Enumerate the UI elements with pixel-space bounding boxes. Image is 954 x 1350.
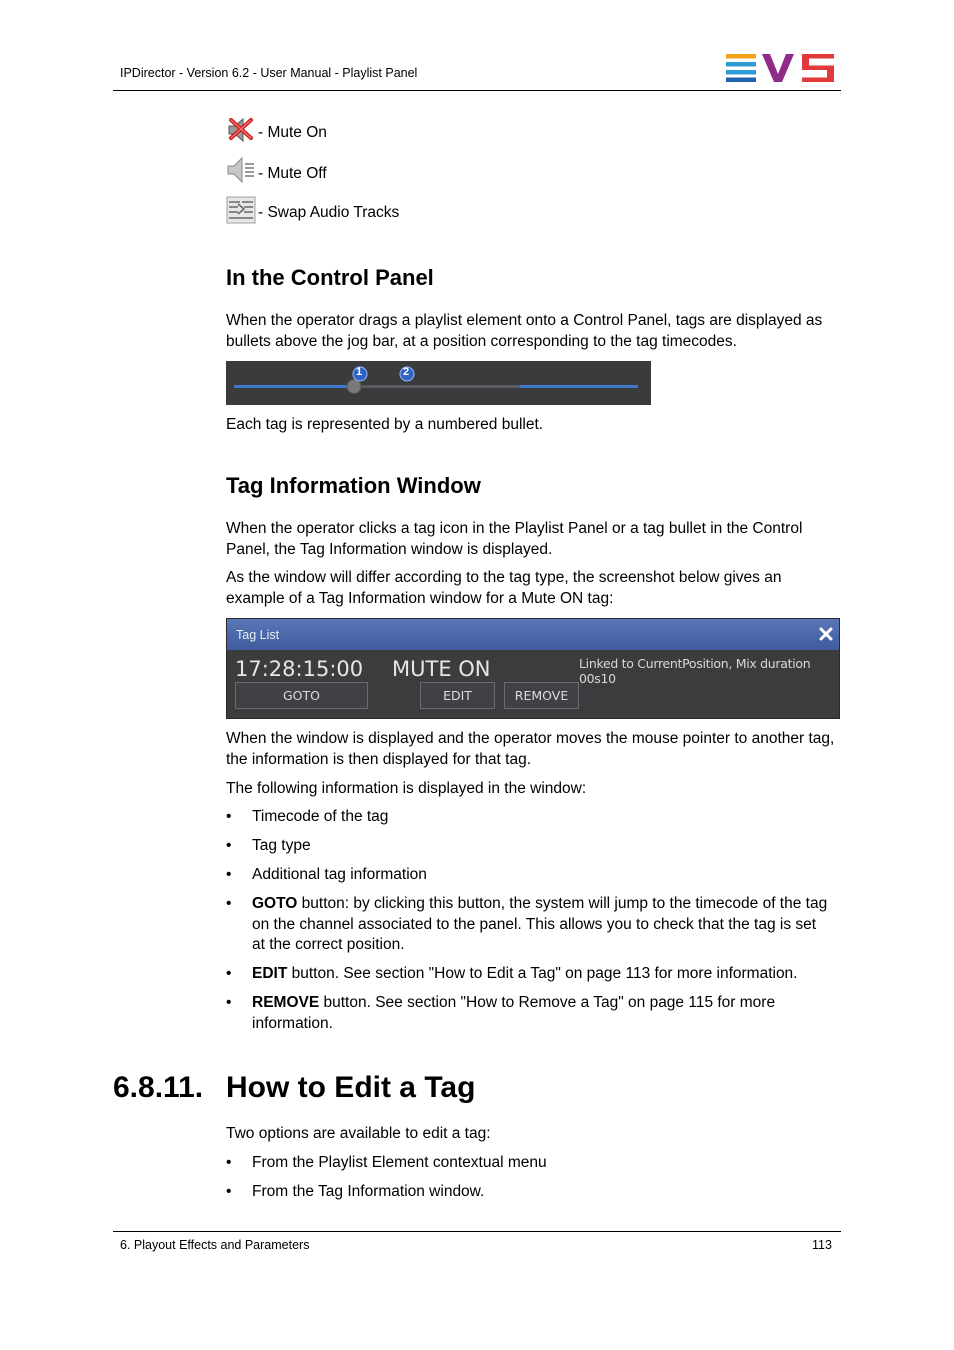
swap-audio-tracks-icon — [226, 196, 256, 224]
legend-label: - Swap Audio Tracks — [258, 204, 400, 221]
section-title: How to Edit a Tag — [226, 1071, 476, 1104]
mute-on-icon — [226, 116, 256, 144]
legend-label: - Mute Off — [258, 165, 327, 182]
legend-swap-audio — [226, 196, 399, 224]
control-panel-paragraph: When the operator drags a playlist element onto a Control Panel, tags are displayed as bullets above the jog bar, at a position corresponding to the tag timecodes. — [226, 312, 823, 350]
mute-off-icon — [226, 155, 256, 185]
footer-page-number: 113 — [812, 1238, 832, 1252]
jog-handle — [347, 380, 361, 394]
legend-mute-off — [226, 155, 327, 185]
tag-list-window — [226, 618, 840, 719]
jog-progress — [234, 385, 354, 388]
jog-bar-screenshot — [226, 361, 651, 405]
tag-window-paragraph-2: As the window will differ according to the tag type, the screenshot below gives an example of a Tag Information window for a Mute ON tag: — [226, 569, 782, 607]
tag-type: MUTE ON — [392, 657, 491, 681]
jog-range — [520, 385, 638, 388]
tag-bullet-2-label: 2 — [403, 366, 410, 378]
edit-button[interactable]: EDIT — [420, 682, 495, 709]
close-icon[interactable] — [818, 626, 834, 642]
tag-window-paragraph-3: When the window is displayed and the operator moves the mouse pointer to another tag, the information is then displayed for that tag. — [226, 730, 835, 768]
tag-bullet-1-label: 1 — [356, 366, 363, 378]
goto-button[interactable]: GOTO — [235, 682, 368, 709]
remove-button[interactable]: REMOVE — [504, 682, 579, 709]
jog-bar — [226, 361, 651, 405]
tag-timecode: 17:28:15:00 — [235, 657, 364, 681]
jog-caption: Each tag is represented by a numbered bullet. — [226, 416, 544, 433]
tag-window-paragraph-1: When the operator clicks a tag icon in the Playlist Panel or a tag bullet in the Control Panel, the Tag Information window is displayed. — [226, 520, 803, 558]
section-number: 6.8.11. — [113, 1071, 204, 1104]
heading-control-panel: In the Control Panel — [226, 265, 434, 290]
legend-label: - Mute On — [258, 124, 327, 141]
tag-list-title: Tag List — [236, 628, 280, 642]
footer-rule — [113, 1231, 841, 1232]
footer-chapter: 6. Playout Effects and Parameters — [120, 1238, 310, 1252]
tag-additional-info: Linked to CurrentPosition, Mix duration 00s10 — [579, 656, 811, 686]
tag-list-titlebar — [227, 619, 839, 650]
section-intro: Two options are available to edit a tag: — [226, 1125, 491, 1142]
tag-window-paragraph-4: The following information is displayed in the window: — [226, 780, 587, 797]
header-rule — [113, 90, 841, 91]
heading-tag-info-window: Tag Information Window — [226, 473, 481, 498]
legend-mute-on — [226, 116, 327, 144]
header-title: IPDirector - Version 6.2 - User Manual - Playlist Panel — [120, 66, 418, 80]
evs-logo — [726, 54, 834, 82]
